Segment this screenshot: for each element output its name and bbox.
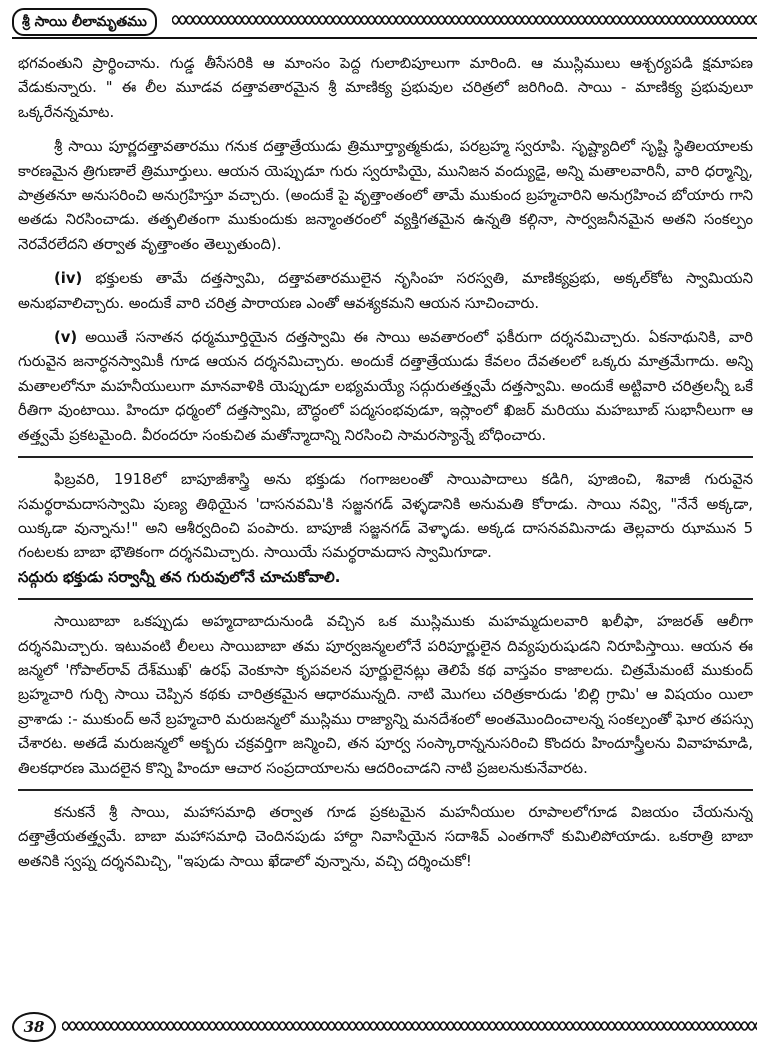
- section-divider: [18, 598, 753, 600]
- paragraph-7: సాయిబాబా ఒకప్పుడు అహ్మదాబాదునుండి వచ్చిన ఒక ముస్లిముకు మహమ్మదులవారి ఖలీఫా, హజరత్ ఆలీగా దర్శనమిచ్చారు. ఇటువంటి లీలలు సాయిబాబా తమ పూర్వజన్మలలోనే పరిపూర్ణులైన దివ్యపురుషుడని నిరూపిస్తాయి. ఆయన ఈ జన్మలో 'గోపాల్‌రావ్ దేశ్‌ముఖ్' ఉరఫ్ వెంకూసా కృపవలన పూర్ణులైనట్లు తెలిపే కథ వాస్తవం కాజాలదు. చిత్రమేమంటే ముకుంద్ బ్రహ్మచారి గుర్చి సాయి చెప్పిన కథకు చారిత్రకమైన ఆధారమున్నది. నాటి మొగలు చరిత్రకారుడు 'బిల్లి గ్రామి' ఆ విషయం యిలా వ్రాశాడు :- ముకుంద్ అనే బ్రహ్మచారి మరుజన్మలో ముస్లిము రాజ్యాన్ని మనదేశంలో అంతమొందించాలన్న సంకల్పంతో ఘోర తపస్సు చేశారట. అతడే మరుజన్మలో అక్బరు చక్రవర్తిగా జన్మించి, తన పూర్వ సంస్కారాన్ననుసరించి కొందరు హిందూస్త్రీలను వివాహమాడి, తిలకధారణ మొదలైన కొన్ని హిందూ ఆచార సంప్రదాయాలను ఆదరించాడని నాటి ప్రజలనుకునేవారట.: [18, 613, 753, 777]
- paragraph-label: (v): [54, 329, 78, 347]
- paragraph-label: (iv): [54, 270, 83, 288]
- page-footer: [12, 1012, 757, 1044]
- header-rule: [12, 37, 757, 39]
- book-title: శ్రీ సాయి లీలామృతము: [12, 8, 157, 36]
- emphasis-text: సద్గురు భక్తుడు సర్వాన్నీ తన గురువులోనే చూచుకోవాలి.: [18, 568, 341, 586]
- paragraph-text: అయితే సనాతన ధర్మమూర్తియైన దత్తస్వామి ఈ సాయి అవతారంలో ఫకీరుగా దర్శనమిచ్చారు. ఏకనాథునికి, వారి గురువైన జనార్ధనస్వామికీ గూడ ఆయన దర్శనమిచ్చారు. అందుకే దత్తాత్రేయుడు కేవలం దేవతలలో ఒక్కరు మాత్రమేగాదు. అన్ని మతాలలోనూ మహనీయులుగా మానవాళికి యెప్పుడూ లభ్యమయ్యే సద్గురుతత్త్వమే దత్తస్వామి. అందుకే అట్టివారి చరిత్రలన్నీ ఒకే రీతిగా వుంటాయి. హిందూ ధర్మంలో దత్తస్వామి, బౌద్ధంలో పద్మసంభవుడూ, ఇస్లాంలో ఖిజర్ మరియు మహబూబ్ సుభానీలుగా ఆ తత్త్వమే ప్రకటమైంది. వీరందరూ సంకుచిత మతోన్మాదాన్ని నిరసించి సామరస్యాన్నే బోధించారు.: [18, 329, 753, 444]
- paragraph-8: కనుకనే శ్రీ సాయి, మహాసమాధి తర్వాత గూడ ప్రకటమైన మహనీయుల రూపాలలోగూడ విజయం చేయనున్న దత్తాత్రేయతత్త్వమే. బాబా మహాసమాధి చెందినపుడు హార్దా నివాసియైన సదాశివ్ ఎంతగానో కుమిలిపోయాడు. ఒకరాత్రి బాబా అతనికి స్వప్న దర్శనమిచ్చి, "ఇపుడు సాయి ఖేడాలో వున్నాను, వచ్చి దర్శించుకో!: [18, 803, 753, 870]
- paragraph-5: ఫిబ్రవరి, 1918లో బాపూజీశాస్త్రి అను భక్తుడు గంగాజలంతో సాయిపాదాలు కడిగి, పూజించి, శివాజీ గురువైన సమర్థరామదాసస్వామి పుణ్య తిథియైన 'దాసనవమి'కి సజ్జనగడ్ వెళ్ళడానికి అనుమతి కోరాడు. సాయి నవ్వి, "నేనే అక్కడా, యిక్కడా వున్నాను!" అని ఆశీర్వదించి పంపారు. బాపూజీ సజ్జనగడ్ వెళ్ళాడు. అక్కడ దాసనవమినాడు తెల్లవారు ఝామున 5 గంటలకు బాబా భౌతికంగా దర్శనమిచ్చారు. సాయియే సమర్థరామదాస స్వామిగూడా.: [18, 471, 753, 562]
- page-number: 38: [12, 1012, 56, 1042]
- paragraph-3: [18, 267, 753, 316]
- page-body: [18, 52, 753, 1006]
- page-header: [12, 6, 757, 36]
- paragraph-1: భగవంతుని ప్రార్థించాను. గుడ్డ తీసేసరికి ఆ మాంసం పెద్ద గులాబిపూలుగా మారింది. ఆ ముస్లిములు ఆశ్చర్యపడి క్షమాపణ వేడుకున్నారు. " ఈ లీల మూడవ దత్తావతారమైన శ్రీ మాణిక్య ప్రభువుల చరిత్రలో జరిగింది. సాయి - మాణిక్య ప్రభువులూ ఒక్కరేనన్నమాట.: [18, 55, 753, 121]
- paragraph-text: భక్తులకు తామే దత్తస్వామి, దత్తావతారములైన నృసింహ సరస్వతి, మాణిక్యప్రభు, అక్కల్‌కోట స్వామియని అనుభవాలిచ్చారు. అందుకే వారి చరిత్ర పారాయణ ఎంతో ఆవశ్యకమని ఆయన సూచించారు.: [18, 270, 753, 312]
- decorative-border-bottom: [62, 1018, 757, 1034]
- section-divider: [18, 456, 753, 458]
- paragraph-6-bold: [18, 566, 753, 590]
- section-divider: [18, 789, 753, 791]
- paragraph-2: శ్రీ సాయి పూర్ణదత్తావతారము గనుక దత్తాత్రేయుడు త్రిమూర్త్యాత్మకుడు, పరబ్రహ్మ స్వరూపి. సృష్ట్యాదిలో సృష్టి స్థితిలయాలకు కారణమైన త్రిగుణాలే త్రిమూర్తులు. ఆయన యెప్పుడూ గురు స్వరూపియై, మునిజన వంద్యుడై, అన్ని మతాలవారినీ, వారి ధర్మాన్ని, పాత్రతనూ అనుసరించి అనుగ్రహిస్తూ వచ్చారు. (అందుకే పై వృత్తాంతంలో తామే ముకుంద బ్రహ్మచారిని అనుగ్రహించ బోయారు గాని అతడు నిరసించాడు. తత్ఫలితంగా ముకుందుకు జన్మాంతరంలో వ్యక్తిగతమైన ఉన్నతి కల్గినా, సార్వజనీనమైన అతని సంకల్పం నెరవేరలేదని తర్వాత వృత్తాంతం తెల్పుతుంది).: [18, 138, 753, 253]
- paragraph-4: [18, 326, 753, 448]
- decorative-border-top: [172, 12, 757, 28]
